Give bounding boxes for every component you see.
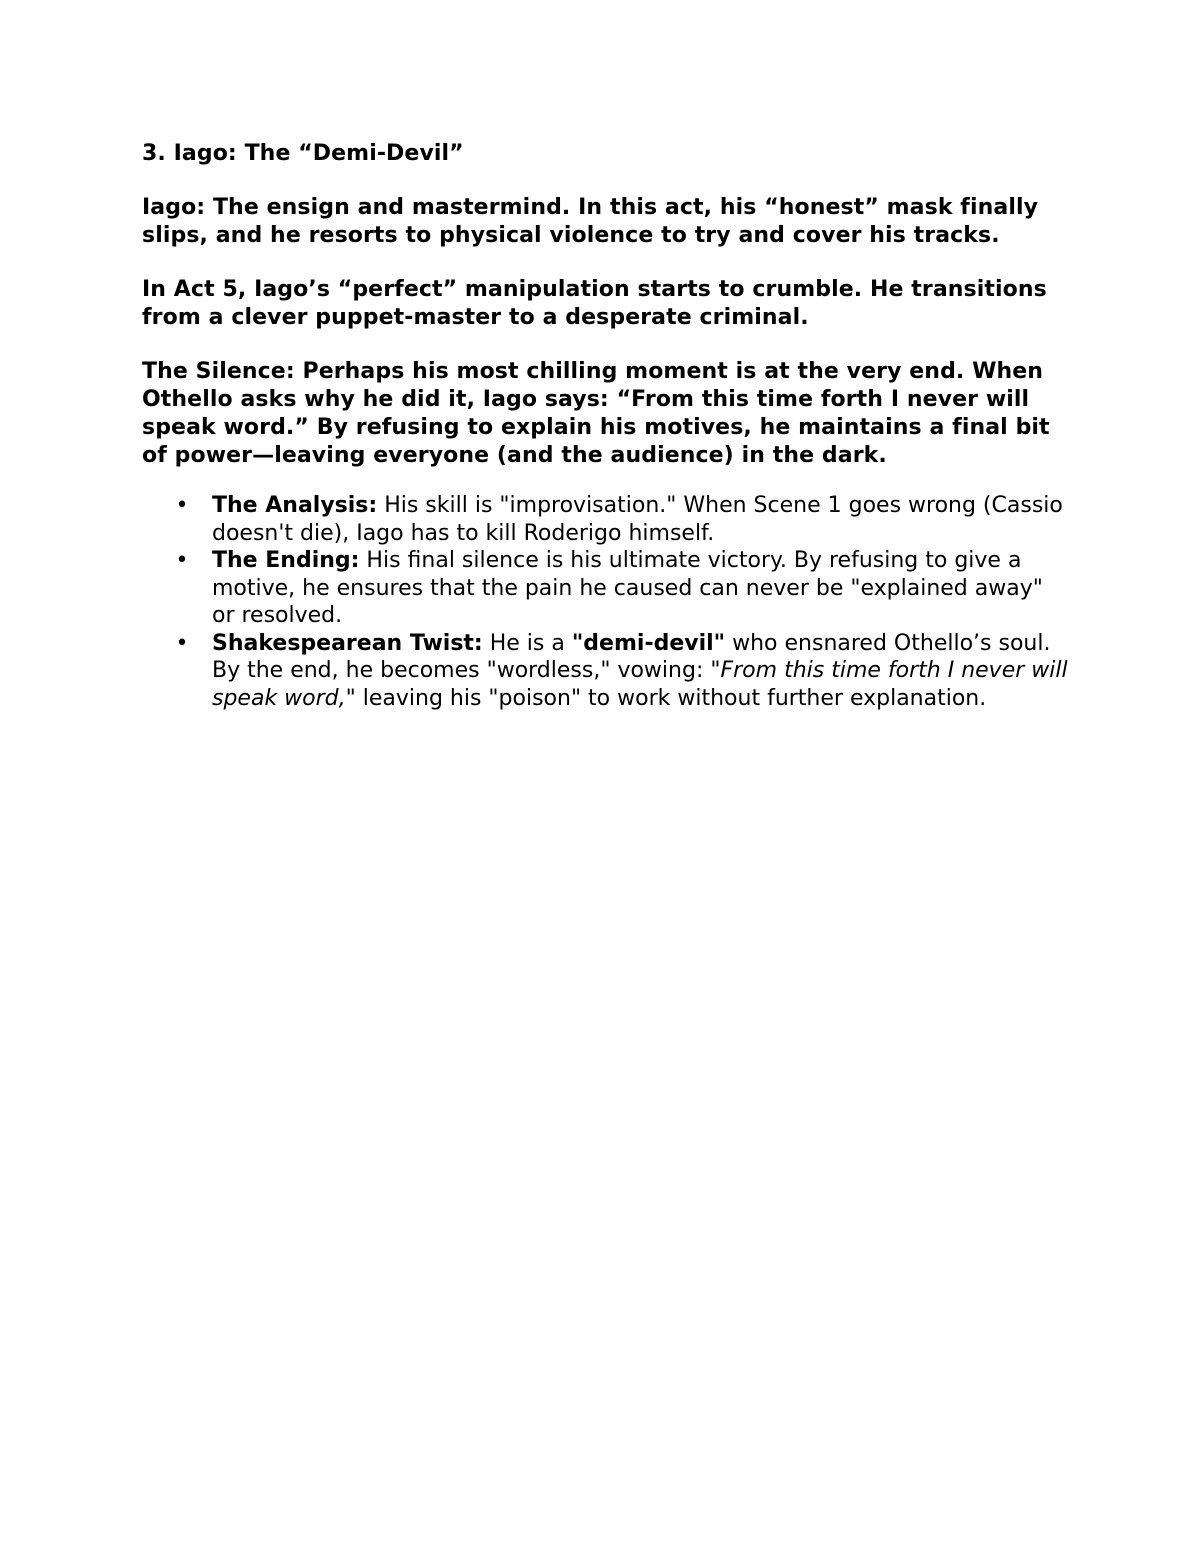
bullet-text: " leaving his "poison" to work without further explanation.: [345, 685, 987, 711]
list-item: [142, 492, 1072, 547]
bullet-icon: •: [175, 493, 189, 518]
bullet-text: He is a: [482, 630, 572, 656]
act5-paragraph: In Act 5, Iago’s “perfect” manipulation starts to crumble. He transitions from a clever puppet-master to a desperate criminal.: [142, 277, 1047, 330]
bullet-text: who ensnared Othello’s soul. By the end, he becomes "wordless," vowing: ": [212, 630, 1051, 683]
bullet-label: The Ending:: [212, 548, 360, 573]
bullet-bold-quote: "demi-devil": [571, 630, 726, 656]
bullet-icon: •: [175, 548, 189, 573]
silence-paragraph: The Silence: Perhaps his most chilling moment is at the very end. When Othello asks why he did it, Iago says: “From this time forth I never will speak word.” By refusing to explain his motives, he maintains a final bit of power—leaving everyone (and the audience) in the dark.: [142, 359, 1050, 468]
bullet-label: Shakespearean Twist:: [212, 630, 483, 656]
bullet-text: His final silence is his ultimate victory. By refusing to give a motive, he ensures that the pain he caused can never be "explained away" or resolved.: [212, 548, 1043, 628]
bullet-italic-quote: From this time forth I never will speak word,: [212, 658, 1068, 711]
section-heading: 3. Iago: The “Demi-Devil”: [142, 141, 464, 166]
list-item: [142, 630, 1072, 713]
bullet-icon: •: [175, 630, 189, 656]
intro-paragraph: Iago: The ensign and mastermind. In this act, his “honest” mask finally slips, and he resorts to physical violence to try and cover his tracks.: [142, 195, 1039, 248]
bullet-text: His skill is "improvisation." When Scene 1 goes wrong (Cassio doesn't die), Iago has to kill Roderigo himself.: [212, 493, 1063, 546]
document-page: [142, 140, 1072, 712]
bullet-label: The Analysis:: [212, 493, 378, 518]
analysis-bullet-list: [142, 492, 1072, 712]
list-item: [142, 547, 1072, 630]
